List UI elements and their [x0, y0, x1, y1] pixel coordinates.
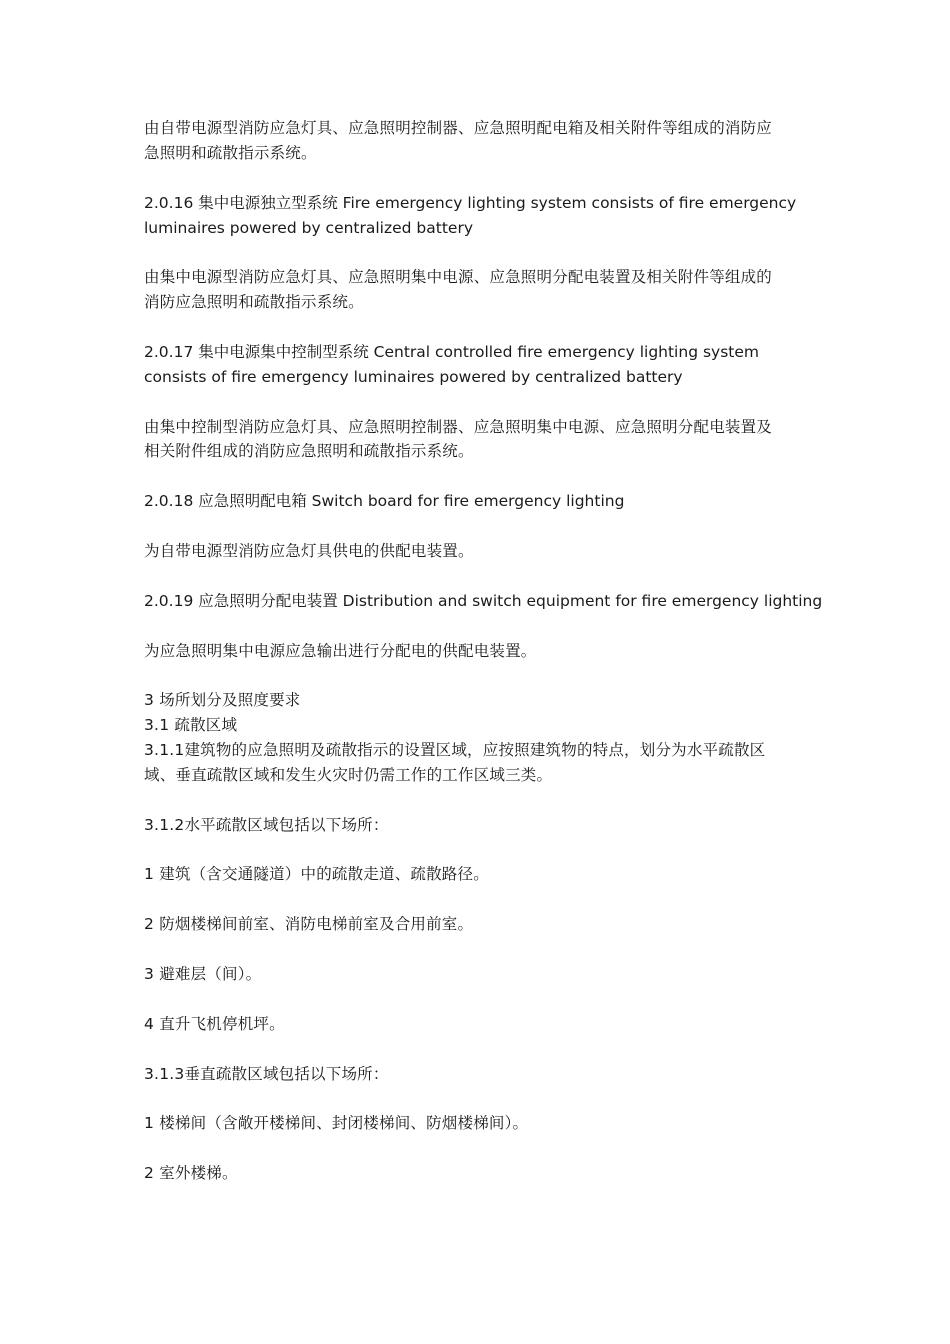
paragraph-line: 为应急照明集中电源应急输出进行分配电的供配电装置。: [144, 642, 537, 660]
paragraph-line: 急照明和疏散指示系统。: [144, 144, 317, 162]
paragraph-line: 域、垂直疏散区域和发生火灾时仍需工作的工作区域三类。: [144, 766, 553, 784]
list-item: 3 避难层（间）。: [144, 965, 262, 983]
paragraph-line: 由集中电源型消防应急灯具、应急照明集中电源、应急照明分配电装置及相关附件等组成的: [144, 268, 773, 286]
term-heading-line: luminaires powered by centralized battery: [144, 219, 473, 237]
paragraph-line: 相关附件组成的消防应急照明和疏散指示系统。: [144, 442, 474, 460]
clause-3-1-2: 3.1.2水平疏散区域包括以下场所：: [144, 816, 389, 834]
term-heading-2-0-17: 2.0.17 集中电源集中控制型系统 Central controlled fire emergency lighting system: [144, 343, 759, 361]
term-heading-line: consists of fire emergency luminaires powered by centralized battery: [144, 368, 683, 386]
term-heading-2-0-18: 2.0.18 应急照明配电箱 Switch board for fire emergency lighting: [144, 492, 625, 510]
list-item: 2 防烟楼梯间前室、消防电梯前室及合用前室。: [144, 915, 474, 933]
term-heading-2-0-19: 2.0.19 应急照明分配电装置 Distribution and switch equipment for fire emergency lighting: [144, 592, 823, 610]
list-item: 2 室外楼梯。: [144, 1164, 238, 1182]
paragraph-line: 消防应急照明和疏散指示系统。: [144, 293, 364, 311]
clause-3-1-3: 3.1.3垂直疏散区域包括以下场所：: [144, 1065, 389, 1083]
term-heading-2-0-16: 2.0.16 集中电源独立型系统 Fire emergency lighting system consists of fire emergency: [144, 194, 797, 212]
paragraph-line: 为自带电源型消防应急灯具供电的供配电装置。: [144, 542, 474, 560]
section-heading-3: 3 场所划分及照度要求: [144, 691, 301, 709]
list-item: 4 直升飞机停机坪。: [144, 1015, 285, 1033]
paragraph-line: 由集中控制型消防应急灯具、应急照明控制器、应急照明集中电源、应急照明分配电装置及: [144, 418, 773, 436]
clause-3-1-1: 3.1.1建筑物的应急照明及疏散指示的设置区域，应按照建筑物的特点，划分为水平疏散区: [144, 741, 766, 759]
list-item: 1 楼梯间（含敞开楼梯间、封闭楼梯间、防烟楼梯间）。: [144, 1114, 529, 1132]
section-heading-3-1: 3.1 疏散区域: [144, 716, 238, 734]
list-item: 1 建筑（含交通隧道）中的疏散走道、疏散路径。: [144, 865, 489, 883]
paragraph-line: 由自带电源型消防应急灯具、应急照明控制器、应急照明配电箱及相关附件等组成的消防应: [144, 119, 773, 137]
